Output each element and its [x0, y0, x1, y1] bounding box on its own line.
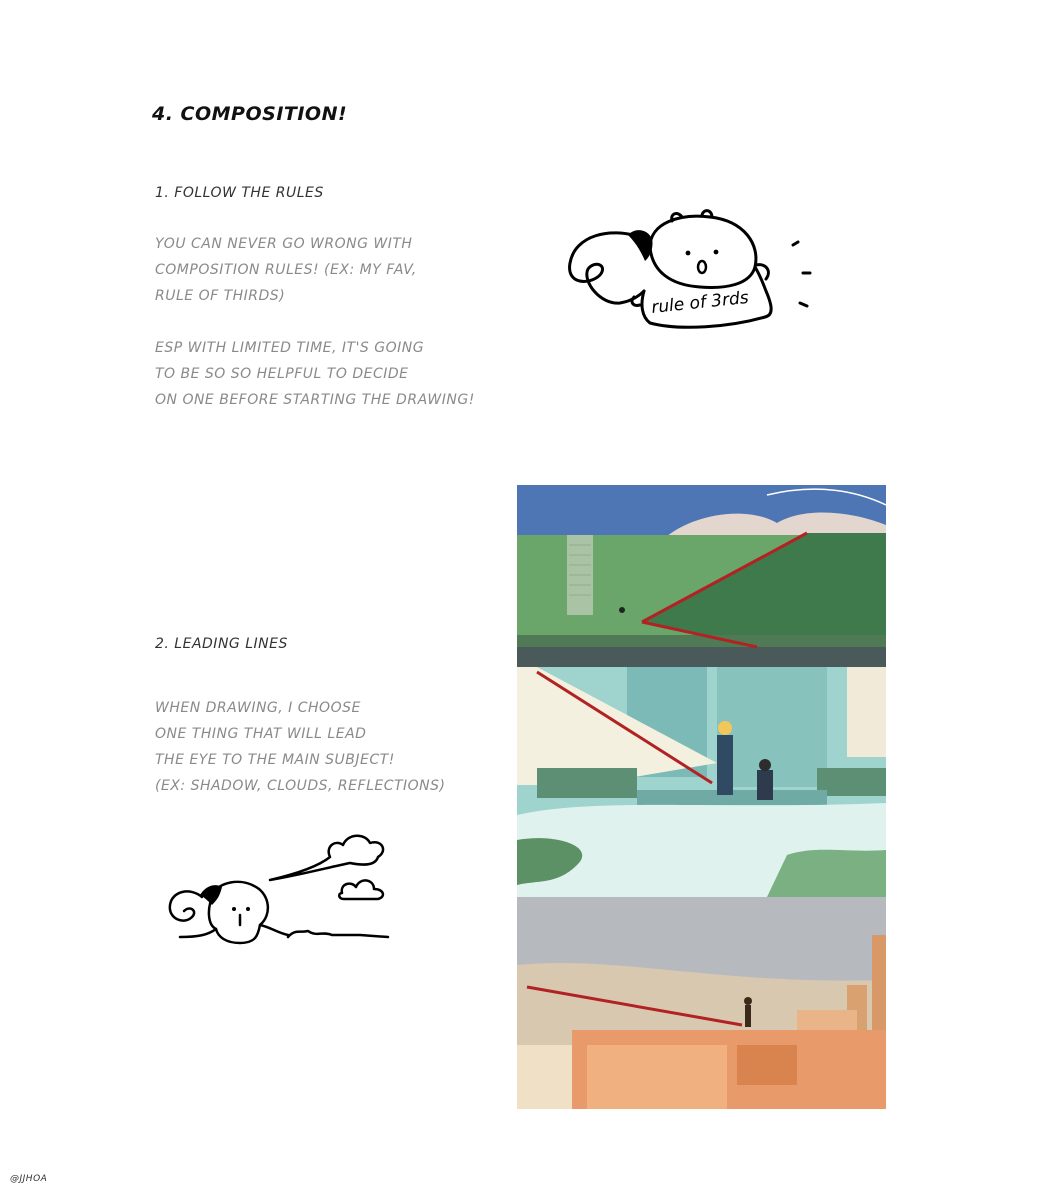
section1-paragraph-1: [155, 231, 417, 309]
text-line: ESP WITH LIMITED TIME, IT'S GOING: [155, 340, 425, 356]
text-line: WHEN DRAWING, I CHOOSE: [155, 700, 361, 716]
text-line: ONE THING THAT WILL LEAD: [155, 726, 367, 742]
leading-lines-painting-collage: [517, 485, 886, 1109]
text-line: TO BE SO SO HELPFUL TO DECIDE: [155, 366, 409, 382]
text-line: COMPOSITION RULES! (EX: MY FAV,: [155, 262, 417, 278]
panel-hillside: [517, 485, 886, 667]
section2-paragraph: [155, 695, 446, 799]
section1-paragraph-2: [155, 335, 475, 413]
panel-rooftop: [517, 897, 886, 1109]
section1-heading: 1. FOLLOW THE RULES: [155, 185, 324, 201]
text-line: THE EYE TO THE MAIN SUBJECT!: [155, 752, 395, 768]
panel-building: [517, 667, 886, 897]
text-line: YOU CAN NEVER GO WRONG WITH: [155, 236, 413, 252]
text-line: (EX: SHADOW, CLOUDS, REFLECTIONS): [155, 778, 446, 794]
section2-heading: 2. LEADING LINES: [155, 636, 288, 652]
text-line: RULE OF THIRDS): [155, 288, 286, 304]
sign-label: rule of 3rds: [650, 287, 750, 318]
squirrel-clouds-doodle: [160, 825, 395, 965]
page-title: 4. COMPOSITION!: [152, 103, 348, 125]
text-line: ON ONE BEFORE STARTING THE DRAWING!: [155, 392, 475, 408]
squirrel-sign-doodle: [560, 205, 820, 340]
artist-credit: @JJHOA: [10, 1174, 48, 1184]
